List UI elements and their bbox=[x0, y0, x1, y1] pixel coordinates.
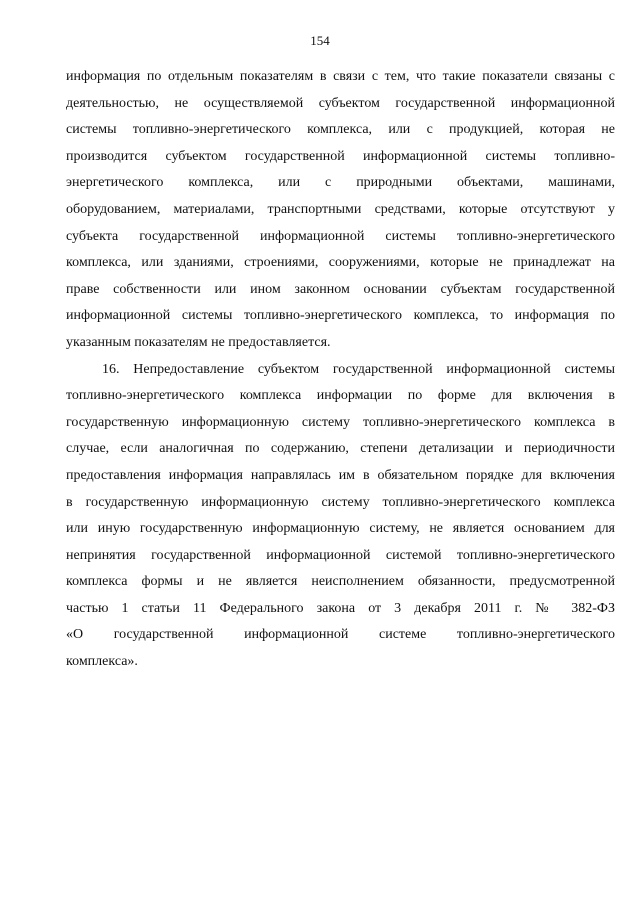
paragraph-item-16 bbox=[66, 357, 615, 676]
text-line: информация по отдельным показателям в связи с тем, что такие показатели связаны с bbox=[66, 69, 615, 84]
paragraph-continuation bbox=[66, 64, 615, 357]
text-line: комплекса формы и не является неисполнением обязанности, предусмотренной bbox=[66, 574, 615, 590]
text-line: деятельностью, не осуществляемой субъектом государственной информационной bbox=[66, 95, 615, 111]
text-line: «О государственной информационной системе топливно-энергетического bbox=[66, 627, 615, 643]
text-line: праве собственности или ином законном основании субъектам государственной bbox=[66, 281, 615, 297]
text-line: комплекса». bbox=[66, 654, 138, 670]
text-line: оборудованием, материалами, транспортными средствами, которые отсутствуют у bbox=[66, 201, 615, 217]
page-number: 154 bbox=[310, 33, 330, 48]
text-line: субъекта государственной информационной системы топливно-энергетического bbox=[66, 228, 615, 244]
text-line: комплекса, или зданиями, строениями, сооружениями, которые не принадлежат на bbox=[66, 255, 615, 271]
text-line: случае, если аналогичная по содержанию, степени детализации и периодичности bbox=[66, 441, 615, 457]
text-line: или иную государственную информационную систему, не является основанием для bbox=[66, 521, 615, 537]
text-line: энергетического комплекса, или с природными объектами, машинами, bbox=[66, 175, 615, 191]
text-line: системы топливно-энергетического комплекса, или с продукцией, которая не bbox=[66, 122, 615, 138]
text-line: частью 1 статьи 11 Федерального закона от 3 декабря 2011 г. № 382-ФЗ bbox=[66, 600, 615, 616]
text-line: предоставления информация направлялась им в обязательном порядке для включения bbox=[66, 467, 615, 483]
text-line: в государственную информационную систему топливно-энергетического комплекса bbox=[66, 494, 615, 510]
text-line: непринятия государственной информационной системой топливно-энергетического bbox=[66, 547, 615, 563]
document-body bbox=[66, 64, 615, 676]
text-line: топливно-энергетического комплекса информации по форме для включения в bbox=[66, 388, 615, 404]
text-line: 16. Непредоставление субъектом государственной информационной системы bbox=[102, 361, 615, 377]
text-line: государственную информационную систему топливно-энергетического комплекса в bbox=[66, 414, 615, 430]
text-line: производится субъектом государственной информационной системы топливно- bbox=[66, 148, 615, 164]
text-line: информационной системы топливно-энергетического комплекса, то информация по bbox=[66, 308, 615, 324]
text-line: указанным показателям не предоставляется. bbox=[66, 334, 331, 350]
